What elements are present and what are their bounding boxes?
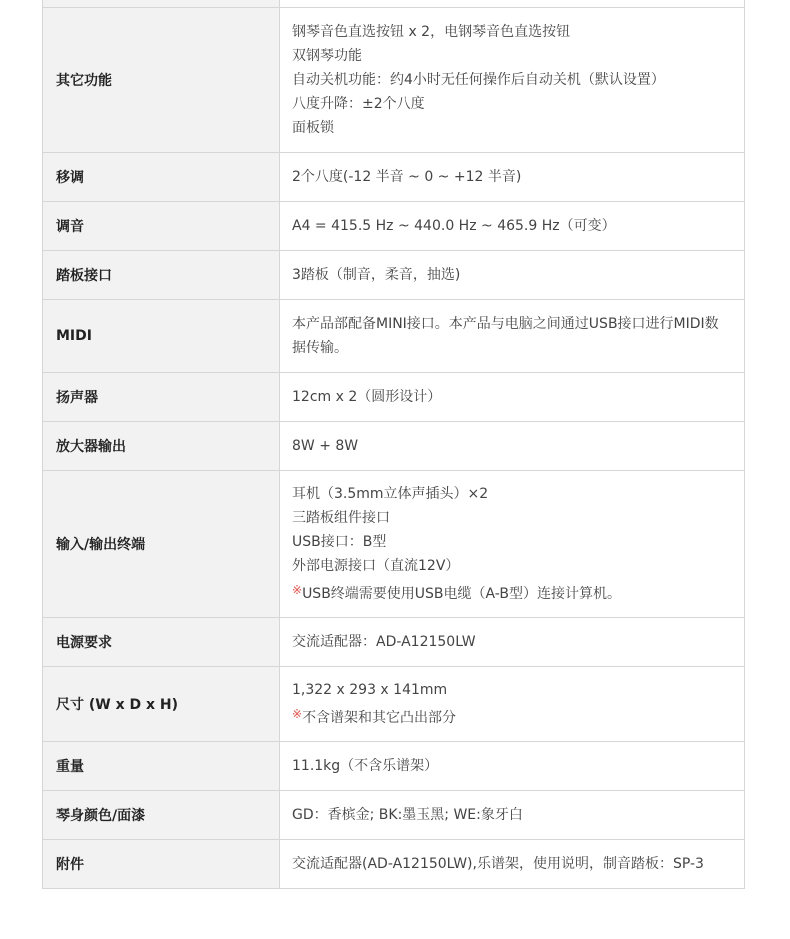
spec-label: 扬声器 bbox=[43, 373, 280, 422]
spec-value-line: 钢琴音色直选按钮 x 2，电钢琴音色直选按钮 bbox=[292, 24, 571, 40]
spec-value-line: 交流适配器：AD-A12150LW bbox=[292, 634, 476, 650]
spec-value-line: 11.1kg（不含乐谱架） bbox=[292, 758, 439, 774]
spec-value bbox=[280, 300, 745, 373]
note-text: USB终端需要使用USB电缆（A-B型）连接计算机。 bbox=[302, 586, 621, 602]
spec-value-line: 八度升降：±2个八度 bbox=[292, 96, 425, 112]
spec-value bbox=[280, 153, 745, 202]
spec-value-line: USB接口：B型 bbox=[292, 534, 387, 550]
spec-label: 尺寸 (W x D x H) bbox=[43, 667, 280, 742]
spec-value bbox=[280, 742, 745, 791]
spec-label: MIDI bbox=[43, 300, 280, 373]
spec-row bbox=[43, 153, 745, 202]
spec-value bbox=[280, 471, 745, 618]
spec-row bbox=[43, 742, 745, 791]
spec-value bbox=[280, 202, 745, 251]
spec-label: 重量 bbox=[43, 742, 280, 791]
spec-value-line: 1,322 x 293 x 141mm bbox=[292, 682, 448, 698]
spec-value-line: 8W + 8W bbox=[292, 438, 359, 454]
spec-value-line: 2个八度(-12 半音 ~ 0 ~ +12 半音) bbox=[292, 169, 522, 185]
spec-row bbox=[43, 300, 745, 373]
spec-value bbox=[280, 373, 745, 422]
spec-value bbox=[280, 8, 745, 153]
spec-value-line: 面板锁 bbox=[292, 120, 334, 136]
spec-value-line: 12cm x 2（圆形设计） bbox=[292, 389, 442, 405]
spec-label bbox=[43, 0, 280, 8]
spec-label: 输入/输出终端 bbox=[43, 471, 280, 618]
spec-table bbox=[42, 0, 745, 889]
spec-value-line: 双钢琴功能 bbox=[292, 48, 362, 64]
spec-value bbox=[280, 251, 745, 300]
spec-row bbox=[43, 8, 745, 153]
spec-row bbox=[43, 202, 745, 251]
spec-value-line: GD：香槟金; BK:墨玉黑; WE:象牙白 bbox=[292, 807, 523, 823]
spec-row bbox=[43, 618, 745, 667]
spec-row bbox=[43, 422, 745, 471]
spec-label: 调音 bbox=[43, 202, 280, 251]
spec-table-body bbox=[43, 0, 745, 889]
spec-label: 移调 bbox=[43, 153, 280, 202]
spec-row bbox=[43, 373, 745, 422]
spec-value-line: 交流适配器(AD-A12150LW),乐谱架，使用说明，制音踏板：SP-3 bbox=[292, 856, 704, 872]
spec-row bbox=[43, 791, 745, 840]
spec-label: 其它功能 bbox=[43, 8, 280, 153]
spec-label: 放大器输出 bbox=[43, 422, 280, 471]
spec-value-line: 本产品部配备MINI接口。本产品与电脑之间通过USB接口进行MIDI数据传输。 bbox=[292, 316, 719, 356]
note-text: 不含谱架和其它凸出部分 bbox=[302, 710, 457, 726]
spec-value bbox=[280, 0, 745, 8]
spec-row bbox=[43, 251, 745, 300]
spec-note bbox=[292, 578, 732, 606]
spec-value bbox=[280, 791, 745, 840]
spec-value-line: 外部电源接口（直流12V） bbox=[292, 558, 460, 574]
spec-value-line: 耳机（3.5mm立体声插头）×2 bbox=[292, 486, 489, 502]
spec-value bbox=[280, 618, 745, 667]
spec-value bbox=[280, 422, 745, 471]
spec-value-line: 三踏板组件接口 bbox=[292, 510, 390, 526]
spec-label: 踏板接口 bbox=[43, 251, 280, 300]
spec-note bbox=[292, 702, 732, 730]
spec-value-line: 3踏板（制音，柔音，抽选) bbox=[292, 267, 461, 283]
spec-label: 附件 bbox=[43, 840, 280, 889]
spec-row bbox=[43, 471, 745, 618]
spec-value-line: 自动关机功能：约4小时无任何操作后自动关机（默认设置） bbox=[292, 72, 665, 88]
spec-label: 电源要求 bbox=[43, 618, 280, 667]
spec-row bbox=[43, 0, 745, 8]
spec-value-line: A4 = 415.5 Hz ~ 440.0 Hz ~ 465.9 Hz（可变） bbox=[292, 218, 616, 234]
spec-value bbox=[280, 840, 745, 889]
spec-value bbox=[280, 667, 745, 742]
spec-label: 琴身颜色/面漆 bbox=[43, 791, 280, 840]
note-mark: ※ bbox=[292, 583, 303, 597]
note-mark: ※ bbox=[292, 707, 303, 721]
spec-row bbox=[43, 840, 745, 889]
spec-row bbox=[43, 667, 745, 742]
